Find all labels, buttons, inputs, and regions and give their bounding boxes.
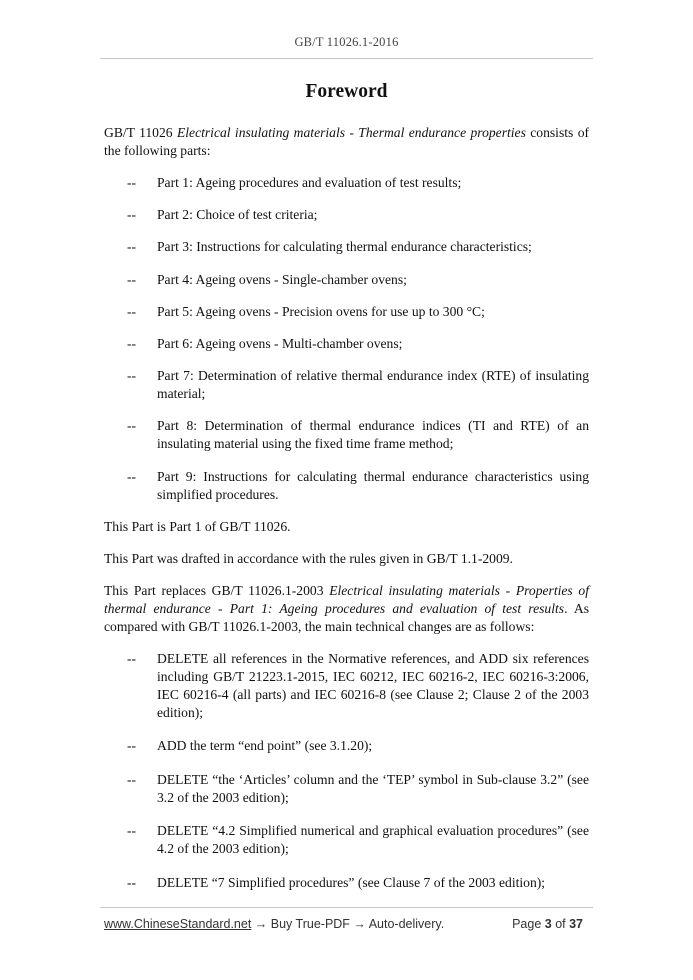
main-content — [104, 124, 589, 907]
list-item — [104, 737, 589, 755]
list-item — [104, 468, 589, 504]
list-item-text: Part 4: Ageing ovens - Single-chamber ovens; — [157, 271, 407, 287]
list-dash: -- — [127, 175, 137, 190]
list-item — [104, 650, 589, 722]
list-item — [104, 367, 589, 403]
list-dash: -- — [127, 738, 137, 754]
footer-divider — [100, 907, 593, 908]
parts-list — [104, 174, 589, 504]
page-number: 3 — [544, 917, 552, 931]
list-item-text: Part 9: Instructions for calculating thermal endurance characteristics using simplified procedures. — [157, 468, 589, 502]
list-dash: -- — [127, 468, 137, 484]
page-label: Page — [512, 917, 545, 931]
list-item-text: DELETE “4.2 Simplified numerical and graphical evaluation procedures” (see 4.2 of the 2003 edition); — [157, 823, 589, 857]
list-item — [104, 771, 589, 807]
list-item — [104, 822, 589, 858]
list-item — [104, 417, 589, 453]
list-dash: -- — [127, 368, 137, 384]
list-item-text: Part 6: Ageing ovens - Multi-chamber ovens; — [157, 335, 403, 351]
list-item — [104, 271, 589, 289]
page-footer — [104, 917, 589, 931]
replaces-text-tail: . As compared with GB/T 11026.1-2003, the main technical changes are as follows: — [104, 600, 589, 634]
page-title: Foreword — [305, 81, 388, 102]
part-of-paragraph: This Part is Part 1 of GB/T 11026. — [104, 518, 291, 534]
list-item — [104, 174, 589, 192]
list-item-text: ADD the term “end point” (see 3.1.20); — [157, 738, 373, 754]
intro-text-tail: consists of the following parts: — [104, 125, 590, 158]
list-dash: -- — [127, 650, 137, 666]
list-item-text: Part 2: Choice of test criteria; — [157, 207, 318, 223]
drafted-paragraph: This Part was drafted in accordance with the rules given in GB/T 1.1-2009. — [104, 550, 513, 566]
replaces-text: This Part replaces GB/T 11026.1-2003 — [104, 582, 330, 598]
list-item-text: Part 3: Instructions for calculating thermal endurance characteristics; — [157, 239, 532, 255]
list-dash: -- — [127, 874, 137, 890]
list-item — [104, 206, 589, 224]
page-total: 37 — [569, 917, 583, 931]
list-dash: -- — [127, 239, 137, 255]
series-title: Electrical insulating materials - Thermal endurance properties — [176, 125, 526, 140]
footer-tagline: → Buy True-PDF → Auto-delivery. — [251, 917, 445, 931]
header-divider — [100, 58, 593, 59]
list-item-text: DELETE all references in the Normative references, and ADD six references including GB/T 21223.1-2015, IEC 60212, IEC 60216-2, IEC 60216-3:2006, IEC 60216-4 (all parts) and IEC 60216-8 (see Clause 2; Clause 2 of the 2003 edition); — [157, 650, 589, 720]
list-item-text: DELETE “the ‘Articles’ column and the ‘TEP’ symbol in Sub-clause 3.2” (see 3.2 of the 2003 edition); — [157, 771, 589, 805]
list-item-text: Part 1: Ageing procedures and evaluation of test results; — [157, 175, 462, 190]
site-link[interactable]: www.ChineseStandard.net — [104, 917, 252, 931]
list-item-text: DELETE “7 Simplified procedures” (see Clause 7 of the 2003 edition); — [157, 874, 546, 890]
list-item — [104, 874, 589, 892]
changes-list — [104, 650, 589, 892]
list-dash: -- — [127, 823, 137, 839]
replaces-paragraph — [104, 582, 589, 636]
list-dash: -- — [127, 207, 137, 223]
list-item-text: Part 5: Ageing ovens - Precision ovens for use up to 300 °C; — [157, 303, 485, 319]
list-dash: -- — [127, 335, 137, 351]
list-dash: -- — [127, 418, 137, 434]
intro-text: GB/T 11026 — [104, 125, 177, 140]
list-item — [104, 303, 589, 321]
list-item-text: Part 8: Determination of thermal endurance indices (TI and RTE) of an insulating material using the fixed time frame method; — [157, 418, 589, 452]
list-dash: -- — [127, 303, 137, 319]
replaced-standard-title: Electrical insulating materials - Properties of thermal endurance - Part 1: Ageing procedures and evaluation of test results — [104, 582, 589, 616]
list-dash: -- — [127, 271, 137, 287]
list-dash: -- — [127, 771, 137, 787]
of-label: of — [551, 917, 570, 931]
page-header-doc-id: GB/T 11026.1-2016 — [294, 35, 399, 49]
list-item-text: Part 7: Determination of relative thermal endurance index (RTE) of insulating material; — [157, 368, 589, 402]
page-indicator — [512, 917, 583, 931]
intro-paragraph — [104, 124, 589, 160]
list-item — [104, 335, 589, 353]
list-item — [104, 238, 589, 256]
